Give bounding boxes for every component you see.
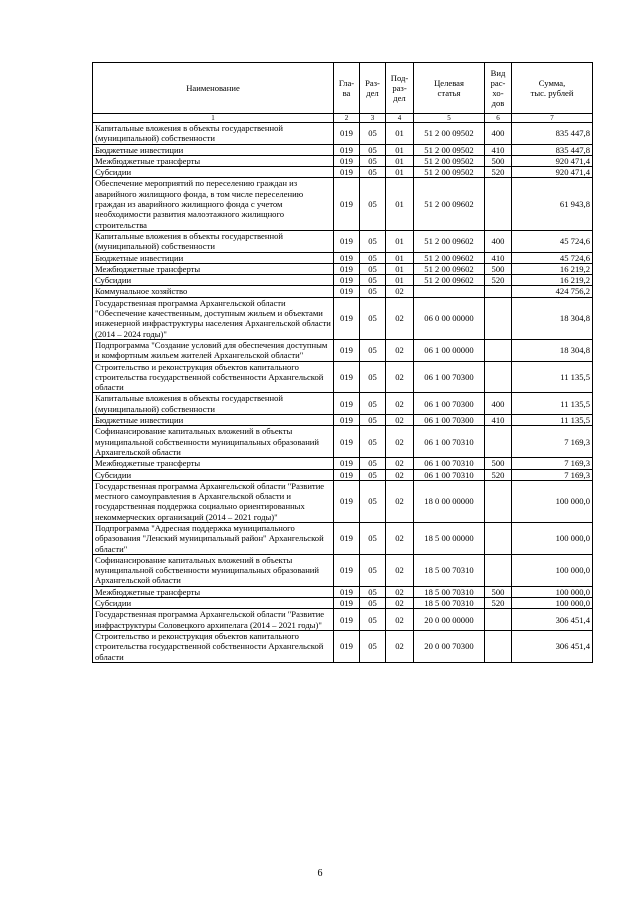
chapter-code: 019 bbox=[334, 252, 360, 263]
section-code: 05 bbox=[360, 426, 386, 458]
amount-value: 18 304,8 bbox=[512, 297, 593, 339]
target-item-code: 51 2 00 09502 bbox=[414, 123, 485, 145]
target-item-code: 06 1 00 70300 bbox=[414, 415, 485, 426]
target-item-code: 06 1 00 70310 bbox=[414, 458, 485, 469]
amount-value: 11 135,5 bbox=[512, 393, 593, 415]
row-name: Субсидии bbox=[93, 167, 334, 178]
amount-value: 100 000,0 bbox=[512, 554, 593, 586]
chapter-code: 019 bbox=[334, 554, 360, 586]
table-row bbox=[93, 339, 593, 361]
target-item-code: 18 5 00 70310 bbox=[414, 586, 485, 597]
amount-value: 920 471,4 bbox=[512, 167, 593, 178]
target-item-code: 18 0 00 00000 bbox=[414, 480, 485, 522]
expense-type-code bbox=[485, 286, 512, 297]
target-item-code: 20 0 00 00000 bbox=[414, 609, 485, 631]
expense-type-code: 520 bbox=[485, 167, 512, 178]
amount-value: 16 219,2 bbox=[512, 263, 593, 274]
subsection-code: 02 bbox=[386, 393, 414, 415]
target-item-code: 51 2 00 09602 bbox=[414, 275, 485, 286]
section-code: 05 bbox=[360, 252, 386, 263]
subsection-code: 01 bbox=[386, 263, 414, 274]
chapter-code: 019 bbox=[334, 155, 360, 166]
chapter-code: 019 bbox=[334, 415, 360, 426]
table-body bbox=[93, 123, 593, 663]
chapter-code: 019 bbox=[334, 297, 360, 339]
target-item-code: 51 2 00 09602 bbox=[414, 178, 485, 230]
section-code: 05 bbox=[360, 167, 386, 178]
row-name: Капитальные вложения в объекты государственной (муниципальной) собственности bbox=[93, 230, 334, 252]
row-name: Межбюджетные трансферты bbox=[93, 586, 334, 597]
section-code: 05 bbox=[360, 415, 386, 426]
chapter-code: 019 bbox=[334, 426, 360, 458]
expense-type-code: 500 bbox=[485, 263, 512, 274]
chapter-code: 019 bbox=[334, 630, 360, 662]
section-code: 05 bbox=[360, 458, 386, 469]
section-code: 05 bbox=[360, 178, 386, 230]
amount-value: 835 447,8 bbox=[512, 123, 593, 145]
chapter-code: 019 bbox=[334, 522, 360, 554]
amount-value: 920 471,4 bbox=[512, 155, 593, 166]
chapter-code: 019 bbox=[334, 469, 360, 480]
table-row bbox=[93, 286, 593, 297]
expense-type-code bbox=[485, 339, 512, 361]
section-code: 05 bbox=[360, 123, 386, 145]
chapter-code: 019 bbox=[334, 123, 360, 145]
section-code: 05 bbox=[360, 297, 386, 339]
amount-value: 100 000,0 bbox=[512, 522, 593, 554]
table-row bbox=[93, 469, 593, 480]
subsection-code: 02 bbox=[386, 361, 414, 393]
subsection-code: 01 bbox=[386, 178, 414, 230]
amount-value: 100 000,0 bbox=[512, 480, 593, 522]
table-row bbox=[93, 415, 593, 426]
expense-type-code: 410 bbox=[485, 252, 512, 263]
row-name: Капитальные вложения в объекты государственной (муниципальной) собственности bbox=[93, 123, 334, 145]
table-row bbox=[93, 458, 593, 469]
table-row bbox=[93, 167, 593, 178]
row-name: Бюджетные инвестиции bbox=[93, 252, 334, 263]
subsection-code: 01 bbox=[386, 144, 414, 155]
expense-type-code bbox=[485, 554, 512, 586]
chapter-code: 019 bbox=[334, 144, 360, 155]
row-name: Государственная программа Архангельской области "Развитие инфраструктуры Соловецкого архипелага (2014 – 2021 годы)" bbox=[93, 609, 334, 631]
target-item-code: 18 5 00 00000 bbox=[414, 522, 485, 554]
header-subsection: Под- раз- дел bbox=[386, 63, 414, 114]
header-row bbox=[93, 63, 593, 114]
chapter-code: 019 bbox=[334, 609, 360, 631]
subsection-code: 02 bbox=[386, 297, 414, 339]
table-row bbox=[93, 297, 593, 339]
expense-type-code bbox=[485, 630, 512, 662]
row-name: Государственная программа Архангельской области "Развитие местного самоуправления в Архангельской области и государственная поддержка социально ориентированных некоммерческих организаций (2014 – 2021 годы)" bbox=[93, 480, 334, 522]
amount-value: 7 169,3 bbox=[512, 458, 593, 469]
row-name: Капитальные вложения в объекты государственной (муниципальной) собственности bbox=[93, 393, 334, 415]
row-name: Межбюджетные трансферты bbox=[93, 458, 334, 469]
section-code: 05 bbox=[360, 286, 386, 297]
subsection-code: 01 bbox=[386, 155, 414, 166]
expense-type-code bbox=[485, 426, 512, 458]
table-row bbox=[93, 361, 593, 393]
chapter-code: 019 bbox=[334, 339, 360, 361]
header-section: Раз- дел bbox=[360, 63, 386, 114]
target-item-code: 06 1 00 70300 bbox=[414, 393, 485, 415]
section-code: 05 bbox=[360, 339, 386, 361]
header-expense-type: Вид рас- хо- дов bbox=[485, 63, 512, 114]
header-chapter: Гла- ва bbox=[334, 63, 360, 114]
amount-value: 306 451,4 bbox=[512, 630, 593, 662]
expense-type-code bbox=[485, 480, 512, 522]
chapter-code: 019 bbox=[334, 286, 360, 297]
row-name: Субсидии bbox=[93, 275, 334, 286]
expense-type-code bbox=[485, 522, 512, 554]
column-number: 2 bbox=[334, 114, 360, 123]
row-name: Бюджетные инвестиции bbox=[93, 415, 334, 426]
amount-value: 45 724,6 bbox=[512, 252, 593, 263]
row-name: Подпрограмма "Создание условий для обеспечения доступным и комфортным жильем жителей Архангельской области" bbox=[93, 339, 334, 361]
table-row bbox=[93, 393, 593, 415]
section-code: 05 bbox=[360, 361, 386, 393]
target-item-code bbox=[414, 286, 485, 297]
column-number: 7 bbox=[512, 114, 593, 123]
table-row bbox=[93, 630, 593, 662]
target-item-code: 51 2 00 09502 bbox=[414, 155, 485, 166]
page-number: 6 bbox=[317, 868, 323, 879]
section-code: 05 bbox=[360, 275, 386, 286]
table-row bbox=[93, 586, 593, 597]
row-name: Софинансирование капитальных вложений в объекты муниципальной собственности муниципальных образований Архангельской области bbox=[93, 554, 334, 586]
amount-value: 835 447,8 bbox=[512, 144, 593, 155]
expense-type-code bbox=[485, 609, 512, 631]
table-row bbox=[93, 554, 593, 586]
column-number: 1 bbox=[93, 114, 334, 123]
expense-type-code: 500 bbox=[485, 458, 512, 469]
row-name: Обеспечение мероприятий по переселению граждан из аварийного жилищного фонда, в том числе переселению граждан из аварийного жилищного фонда с учетом необходимости развития малоэтажного жилищного строительства bbox=[93, 178, 334, 230]
expense-type-code: 500 bbox=[485, 586, 512, 597]
table-row bbox=[93, 123, 593, 145]
subsection-code: 01 bbox=[386, 167, 414, 178]
section-code: 05 bbox=[360, 155, 386, 166]
table-row bbox=[93, 178, 593, 230]
chapter-code: 019 bbox=[334, 361, 360, 393]
section-code: 05 bbox=[360, 230, 386, 252]
chapter-code: 019 bbox=[334, 458, 360, 469]
section-code: 05 bbox=[360, 480, 386, 522]
chapter-code: 019 bbox=[334, 275, 360, 286]
amount-value: 424 756,2 bbox=[512, 286, 593, 297]
section-code: 05 bbox=[360, 144, 386, 155]
row-name: Бюджетные инвестиции bbox=[93, 144, 334, 155]
row-name: Софинансирование капитальных вложений в объекты муниципальной собственности муниципальных образований Архангельской области bbox=[93, 426, 334, 458]
subsection-code: 01 bbox=[386, 230, 414, 252]
target-item-code: 51 2 00 09602 bbox=[414, 263, 485, 274]
section-code: 05 bbox=[360, 263, 386, 274]
row-name: Коммунальное хозяйство bbox=[93, 286, 334, 297]
column-number: 6 bbox=[485, 114, 512, 123]
amount-value: 16 219,2 bbox=[512, 275, 593, 286]
header-name: Наименование bbox=[93, 63, 334, 114]
subsection-code: 02 bbox=[386, 415, 414, 426]
chapter-code: 019 bbox=[334, 480, 360, 522]
amount-value: 100 000,0 bbox=[512, 598, 593, 609]
expense-type-code: 400 bbox=[485, 123, 512, 145]
subsection-code: 02 bbox=[386, 554, 414, 586]
chapter-code: 019 bbox=[334, 263, 360, 274]
column-number: 5 bbox=[414, 114, 485, 123]
expense-type-code: 410 bbox=[485, 144, 512, 155]
subsection-code: 02 bbox=[386, 426, 414, 458]
subsection-code: 02 bbox=[386, 480, 414, 522]
table-row bbox=[93, 426, 593, 458]
amount-value: 61 943,8 bbox=[512, 178, 593, 230]
section-code: 05 bbox=[360, 393, 386, 415]
target-item-code: 06 0 00 00000 bbox=[414, 297, 485, 339]
table-row bbox=[93, 144, 593, 155]
column-number: 3 bbox=[360, 114, 386, 123]
row-name: Межбюджетные трансферты bbox=[93, 263, 334, 274]
chapter-code: 019 bbox=[334, 167, 360, 178]
target-item-code: 18 5 00 70310 bbox=[414, 598, 485, 609]
subsection-code: 02 bbox=[386, 469, 414, 480]
row-name: Межбюджетные трансферты bbox=[93, 155, 334, 166]
table-row bbox=[93, 522, 593, 554]
target-item-code: 06 1 00 00000 bbox=[414, 339, 485, 361]
table-row bbox=[93, 609, 593, 631]
target-item-code: 18 5 00 70310 bbox=[414, 554, 485, 586]
target-item-code: 51 2 00 09602 bbox=[414, 252, 485, 263]
table-row bbox=[93, 155, 593, 166]
section-code: 05 bbox=[360, 586, 386, 597]
header-amount: Сумма, тыс. рублей bbox=[512, 63, 593, 114]
table-row bbox=[93, 480, 593, 522]
header-target-item: Целевая статья bbox=[414, 63, 485, 114]
subsection-code: 01 bbox=[386, 275, 414, 286]
target-item-code: 51 2 00 09502 bbox=[414, 167, 485, 178]
amount-value: 11 135,5 bbox=[512, 361, 593, 393]
expense-type-code: 410 bbox=[485, 415, 512, 426]
subsection-code: 02 bbox=[386, 586, 414, 597]
expense-type-code: 520 bbox=[485, 469, 512, 480]
chapter-code: 019 bbox=[334, 598, 360, 609]
subsection-code: 02 bbox=[386, 458, 414, 469]
budget-table bbox=[92, 62, 593, 663]
section-code: 05 bbox=[360, 609, 386, 631]
amount-value: 306 451,4 bbox=[512, 609, 593, 631]
row-name: Субсидии bbox=[93, 469, 334, 480]
section-code: 05 bbox=[360, 522, 386, 554]
expense-type-code: 400 bbox=[485, 393, 512, 415]
row-name: Подпрограмма "Адресная поддержка муниципального образования "Ленский муниципальный район" Архангельской области" bbox=[93, 522, 334, 554]
amount-value: 7 169,3 bbox=[512, 426, 593, 458]
chapter-code: 019 bbox=[334, 178, 360, 230]
row-name: Субсидии bbox=[93, 598, 334, 609]
chapter-code: 019 bbox=[334, 393, 360, 415]
expense-type-code: 500 bbox=[485, 155, 512, 166]
section-code: 05 bbox=[360, 469, 386, 480]
subsection-code: 02 bbox=[386, 630, 414, 662]
column-number: 4 bbox=[386, 114, 414, 123]
section-code: 05 bbox=[360, 630, 386, 662]
amount-value: 45 724,6 bbox=[512, 230, 593, 252]
expense-type-code: 520 bbox=[485, 275, 512, 286]
table-row bbox=[93, 263, 593, 274]
target-item-code: 20 0 00 70300 bbox=[414, 630, 485, 662]
expense-type-code bbox=[485, 178, 512, 230]
table-row bbox=[93, 598, 593, 609]
subsection-code: 02 bbox=[386, 609, 414, 631]
amount-value: 100 000,0 bbox=[512, 586, 593, 597]
section-code: 05 bbox=[360, 598, 386, 609]
subsection-code: 02 bbox=[386, 598, 414, 609]
section-code: 05 bbox=[360, 554, 386, 586]
target-item-code: 06 1 00 70310 bbox=[414, 426, 485, 458]
amount-value: 7 169,3 bbox=[512, 469, 593, 480]
target-item-code: 51 2 00 09502 bbox=[414, 144, 485, 155]
row-name: Строительство и реконструкция объектов капитального строительства государственной собственности Архангельской области bbox=[93, 361, 334, 393]
subsection-code: 01 bbox=[386, 123, 414, 145]
subsection-code: 02 bbox=[386, 339, 414, 361]
table-row bbox=[93, 252, 593, 263]
target-item-code: 06 1 00 70300 bbox=[414, 361, 485, 393]
subsection-code: 02 bbox=[386, 286, 414, 297]
column-number-row bbox=[93, 114, 593, 123]
table-row bbox=[93, 275, 593, 286]
table-row bbox=[93, 230, 593, 252]
target-item-code: 06 1 00 70310 bbox=[414, 469, 485, 480]
chapter-code: 019 bbox=[334, 230, 360, 252]
subsection-code: 02 bbox=[386, 522, 414, 554]
target-item-code: 51 2 00 09602 bbox=[414, 230, 485, 252]
chapter-code: 019 bbox=[334, 586, 360, 597]
subsection-code: 01 bbox=[386, 252, 414, 263]
row-name: Государственная программа Архангельской области "Обеспечение качественным, доступным жильем и объектами инженерной инфраструктуры населения Архангельской области (2014 – 2024 годы)" bbox=[93, 297, 334, 339]
row-name: Строительство и реконструкция объектов капитального строительства государственной собственности Архангельской области bbox=[93, 630, 334, 662]
amount-value: 18 304,8 bbox=[512, 339, 593, 361]
amount-value: 11 135,5 bbox=[512, 415, 593, 426]
expense-type-code bbox=[485, 361, 512, 393]
expense-type-code: 520 bbox=[485, 598, 512, 609]
expense-type-code bbox=[485, 297, 512, 339]
expense-type-code: 400 bbox=[485, 230, 512, 252]
